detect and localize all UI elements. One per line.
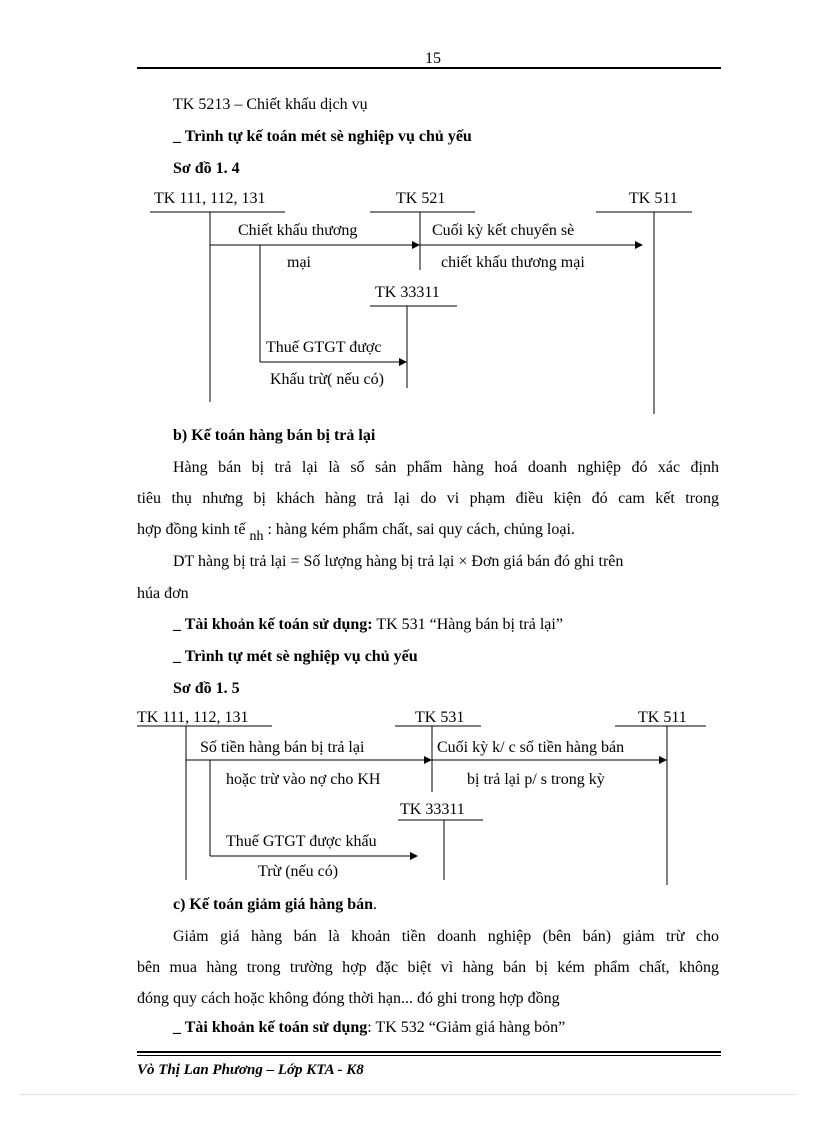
tk5213-line: TK 5213 – Chiết khấu dịch vụ bbox=[173, 96, 368, 113]
section-c-para-line1: Giảm giá hàng bán là khoản tiền doanh nghiệp (bên bán) giảm trừ cho bbox=[173, 928, 719, 945]
diag15-arrow2-label-line2: bị trả lại p/ s trong kỳ bbox=[467, 771, 605, 788]
page-number: 15 bbox=[425, 50, 441, 67]
diagram-1-4-title: Sơ đồ 1. 4 bbox=[173, 160, 240, 177]
section-b-heading: b) Kế toán hàng bán bị trả lại bbox=[173, 427, 376, 444]
diag14-account-mid-label: TK 521 bbox=[396, 190, 446, 207]
diag15-account-right-label: TK 511 bbox=[638, 709, 687, 726]
diagram-1-5-title: Sơ đồ 1. 5 bbox=[173, 680, 240, 697]
account-used-c: _ Tài khoản kế toán sử dụng: TK 532 “Giảm giá hàng bỏn” bbox=[173, 1019, 566, 1036]
section-b-para-line3: hợp đồng kinh tế nh : hàng kém phẩm chất, sai quy cách, chủng loại. bbox=[137, 521, 575, 544]
diag14-arrow3-label-line1: Thuế GTGT được bbox=[266, 339, 382, 356]
diag14-account-tax-label: TK 33311 bbox=[375, 284, 440, 301]
diag15-arrow3-label-line2: Trừ (nếu có) bbox=[258, 863, 339, 880]
page-edge-dots bbox=[20, 1094, 796, 1095]
procedure-heading-a: _ Trình tự kế toán mét sè nghiệp vụ chủ yếu bbox=[173, 128, 472, 145]
section-b-para-line1: Hàng bán bị trả lại là số sản phẩm hàng hoá doanh nghiệp đó xác định bbox=[173, 459, 719, 476]
diag15-arrow3-label-line1: Thuế GTGT được khấu bbox=[226, 833, 377, 850]
footer-rule-bottom bbox=[137, 1055, 721, 1056]
section-c-para-line3: đóng quy cách hoặc không đóng thời hạn... đó ghi trong hợp đồng bbox=[137, 990, 560, 1007]
footer-rule-top bbox=[137, 1051, 721, 1053]
diag15-account-tax-label: TK 33311 bbox=[400, 801, 465, 818]
diag15-arrow1-label-line2: hoặc trừ vào nợ cho KH bbox=[226, 771, 381, 788]
diag14-arrow1-label-line2: mại bbox=[287, 254, 311, 271]
diag15-account-mid-label: TK 531 bbox=[415, 709, 465, 726]
section-c-heading: c) Kế toán giảm giá hàng bán. bbox=[173, 896, 378, 913]
diag14-account-right-label: TK 511 bbox=[629, 190, 678, 207]
procedure-heading-b: _ Trình tự mét sè nghiệp vụ chủ yếu bbox=[173, 648, 418, 665]
diag15-arrow1-label-line1: Số tiền hàng bán bị trả lại bbox=[200, 739, 365, 756]
formula-line1: DT hàng bị trả lại = Số lượng hàng bị trả lại × Đơn giá bán đó ghi trên bbox=[173, 553, 624, 570]
subscript-nh: nh bbox=[249, 529, 264, 544]
section-b-para-line2: tiêu thụ nhưng bị khách hàng trả lại do vi phạm điều kiện đó cam kết trong bbox=[137, 490, 719, 507]
diag14-account-left-label: TK 111, 112, 131 bbox=[154, 190, 266, 207]
account-used-b: _ Tài khoản kế toán sử dụng: TK 531 “Hàng bán bị trả lại” bbox=[173, 616, 563, 633]
diag15-account-left-label: TK 111, 112, 131 bbox=[137, 709, 249, 726]
formula-line2: húa đơn bbox=[137, 585, 189, 602]
footer-author: Vò Thị Lan Phương – Lớp KTA - K8 bbox=[137, 1062, 364, 1078]
diag14-arrow1-label-line1: Chiết khấu thương bbox=[238, 222, 358, 239]
diag14-arrow3-label-line2: Khấu trừ( nếu có) bbox=[270, 371, 384, 388]
section-c-para-line2: bên mua hàng trong trường hợp đặc biệt vì hàng bán bị kém phẩm chất, không bbox=[137, 959, 719, 976]
diag14-arrow2-label-line1: Cuối kỳ kết chuyển sè bbox=[432, 222, 575, 239]
diag14-arrow2-label-line2: chiết khấu thương mại bbox=[441, 254, 585, 271]
diag15-arrow2-label-line1: Cuối kỳ k/ c số tiền hàng bán bbox=[437, 739, 625, 756]
